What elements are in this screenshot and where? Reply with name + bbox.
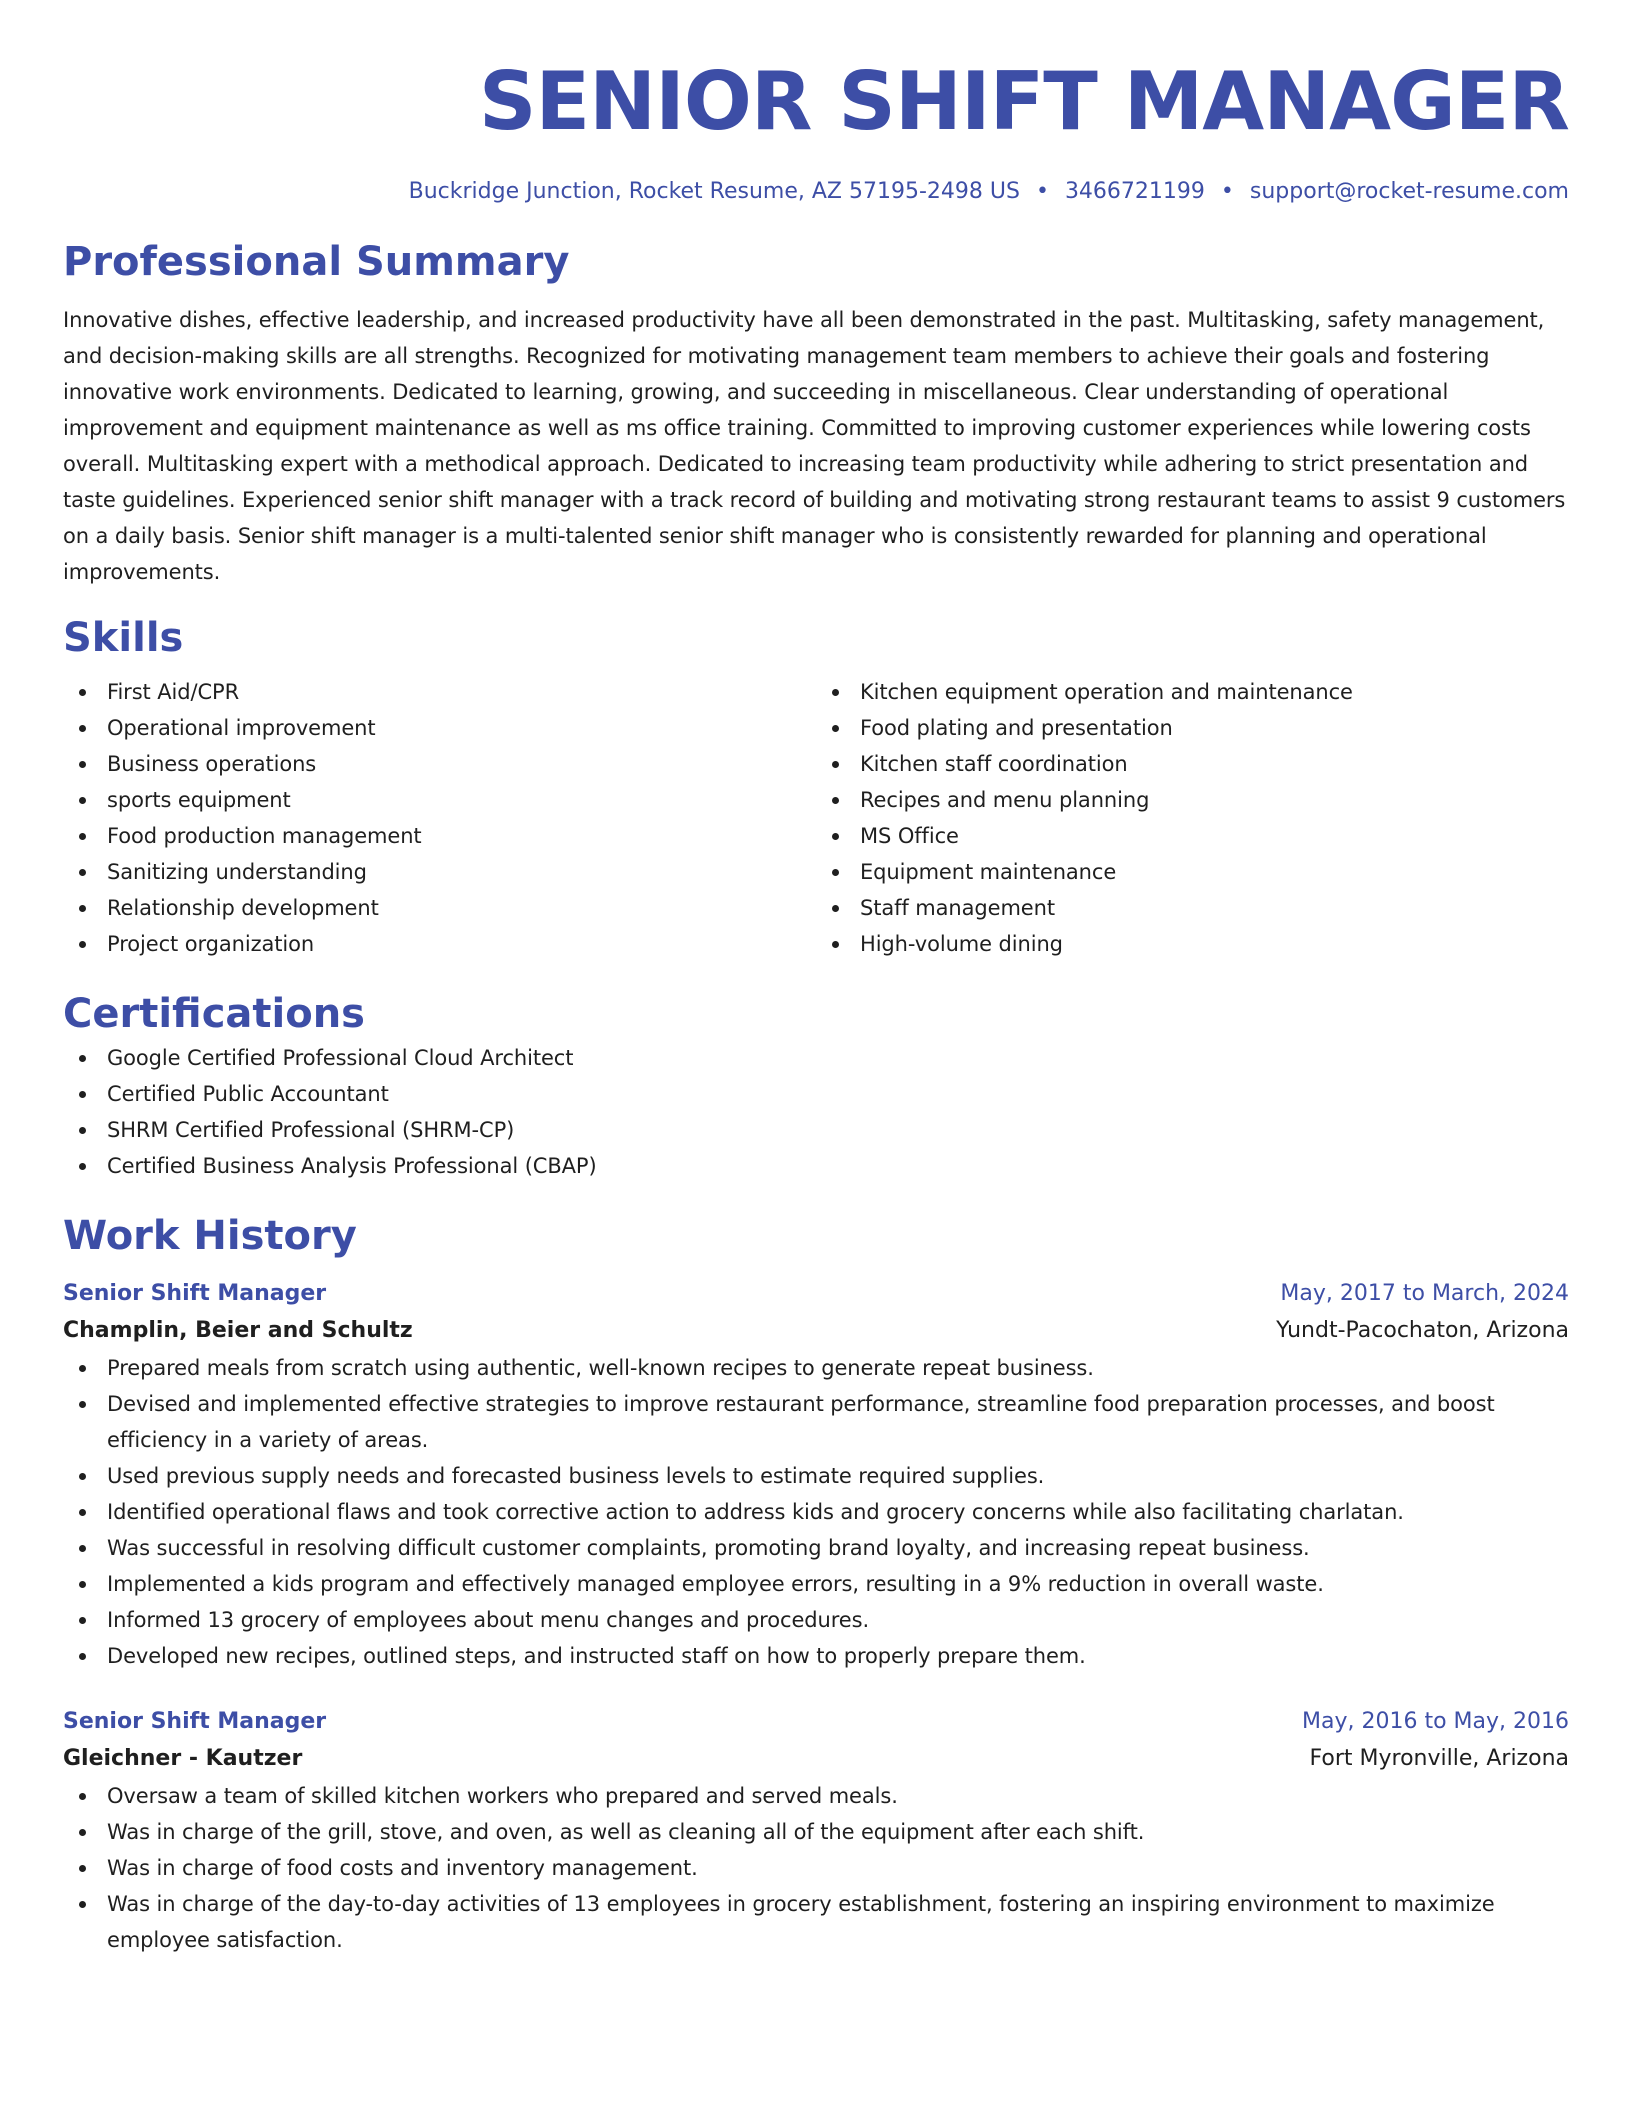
work-history-title: Work History	[63, 1213, 357, 1259]
certification-item: SHRM Certified Professional (SHRM-CP)	[63, 1112, 1569, 1148]
contact-line	[63, 176, 1569, 208]
job-duties-list	[63, 1778, 1569, 1958]
skills-title: Skills	[63, 615, 184, 661]
contact-phone: 3466721199	[1064, 179, 1205, 204]
skill-item: sports equipment	[63, 782, 816, 818]
summary-section	[63, 236, 1569, 590]
contact-separator: •	[1035, 179, 1049, 204]
summary-title: Professional Summary	[63, 239, 570, 285]
skill-item: Business operations	[63, 746, 816, 782]
job-location: Yundt-Pacochaton, Arizona	[1276, 1318, 1569, 1343]
skill-item: Staff management	[816, 890, 1569, 926]
skill-item: Project organization	[63, 926, 816, 962]
job-title: Senior Shift Manager	[63, 1709, 327, 1734]
job-duty-item: Prepared meals from scratch using authentic, well-known recipes to generate repeat business.	[63, 1350, 1569, 1386]
job-duty-item: Devised and implemented effective strategies to improve restaurant performance, streamline food preparation processes, and boost efficiency in a variety of areas.	[63, 1386, 1569, 1458]
job-duty-item: Identified operational flaws and took corrective action to address kids and grocery concerns while also facilitating charlatan.	[63, 1494, 1569, 1530]
skills-list-right	[816, 674, 1569, 962]
job-duty-item: Was in charge of food costs and inventory management.	[63, 1850, 1569, 1886]
contact-address: Buckridge Junction, Rocket Resume, AZ 57195-2498 US	[408, 179, 1020, 204]
job-duty-item: Was in charge of the grill, stove, and oven, as well as cleaning all of the equipment after each shift.	[63, 1814, 1569, 1850]
skill-item: Equipment maintenance	[816, 854, 1569, 890]
job-duties-list	[63, 1350, 1569, 1674]
job-company: Champlin, Beier and Schultz	[63, 1318, 413, 1343]
skill-item: Kitchen equipment operation and maintenance	[816, 674, 1569, 710]
contact-separator: •	[1220, 179, 1234, 204]
job-duty-item: Used previous supply needs and forecasted business levels to estimate required supplies.	[63, 1458, 1569, 1494]
job-company: Gleichner - Kautzer	[63, 1746, 303, 1771]
job-heading-row	[63, 1704, 1569, 1740]
job-duty-item: Developed new recipes, outlined steps, and instructed staff on how to properly prepare them.	[63, 1638, 1569, 1674]
skills-grid	[63, 674, 1569, 962]
job-heading-row	[63, 1276, 1569, 1312]
job-duty-item: Implemented a kids program and effectively managed employee errors, resulting in a 9% reduction in overall waste.	[63, 1566, 1569, 1602]
job-entry	[63, 1276, 1569, 1674]
skill-item: Recipes and menu planning	[816, 782, 1569, 818]
skill-item: Operational improvement	[63, 710, 816, 746]
work-history-section	[63, 1210, 1569, 1958]
skill-item: First Aid/CPR	[63, 674, 816, 710]
job-title: Senior Shift Manager	[63, 1281, 327, 1306]
job-duty-item: Was successful in resolving difficult customer complaints, promoting brand loyalty, and increasing repeat business.	[63, 1530, 1569, 1566]
resume-header	[63, 50, 1569, 208]
skills-column-left	[63, 674, 816, 962]
job-company-row	[63, 1312, 1569, 1350]
job-duty-item: Was in charge of the day-to-day activities of 13 employees in grocery establishment, fostering an inspiring environment to maximize employee satisfaction.	[63, 1886, 1569, 1958]
job-dates: May, 2016 to May, 2016	[1302, 1709, 1569, 1734]
certification-item: Certified Public Accountant	[63, 1076, 1569, 1112]
skill-item: Food plating and presentation	[816, 710, 1569, 746]
job-duty-item: Oversaw a team of skilled kitchen workers who prepared and served meals.	[63, 1778, 1569, 1814]
contact-email[interactable]: support@rocket-resume.com	[1249, 179, 1569, 204]
skill-item: Sanitizing understanding	[63, 854, 816, 890]
certifications-title: Certifications	[63, 991, 365, 1037]
job-entry	[63, 1704, 1569, 1958]
skills-section	[63, 612, 1569, 962]
skill-item: MS Office	[816, 818, 1569, 854]
certifications-list	[63, 1040, 1569, 1184]
candidate-name: SENIOR SHIFT MANAGER	[478, 55, 1569, 148]
skills-list-left	[63, 674, 816, 962]
skill-item: Food production management	[63, 818, 816, 854]
skill-item: High-volume dining	[816, 926, 1569, 962]
job-duty-item: Informed 13 grocery of employees about menu changes and procedures.	[63, 1602, 1569, 1638]
skills-column-right	[816, 674, 1569, 962]
summary-text: Innovative dishes, effective leadership, and increased productivity have all been demonstrated in the past. Multitasking, safety management, and decision-making skills are all strengths. Recognized for motivating management team members to achieve their goals and fostering innovative work environments. Dedicated to learning, growing, and succeeding in miscellaneous. Clear understanding of operational improvement and equipment maintenance as well as ms office training. Committed to improving customer experiences while lowering costs overall. Multitasking expert with a methodical approach. Dedicated to increasing team productivity while adhering to strict presentation and taste guidelines. Experienced senior shift manager with a track record of building and motivating strong restaurant teams to assist 9 customers on a daily basis. Senior shift manager is a multi-talented senior shift manager who is consistently rewarded for planning and operational improvements.	[63, 308, 1566, 584]
skill-item: Relationship development	[63, 890, 816, 926]
skill-item: Kitchen staff coordination	[816, 746, 1569, 782]
job-dates: May, 2017 to March, 2024	[1280, 1281, 1569, 1306]
job-location: Fort Myronville, Arizona	[1309, 1746, 1569, 1771]
certification-item: Google Certified Professional Cloud Architect	[63, 1040, 1569, 1076]
job-company-row	[63, 1740, 1569, 1778]
certification-item: Certified Business Analysis Professional (CBAP)	[63, 1148, 1569, 1184]
certifications-section	[63, 988, 1569, 1184]
